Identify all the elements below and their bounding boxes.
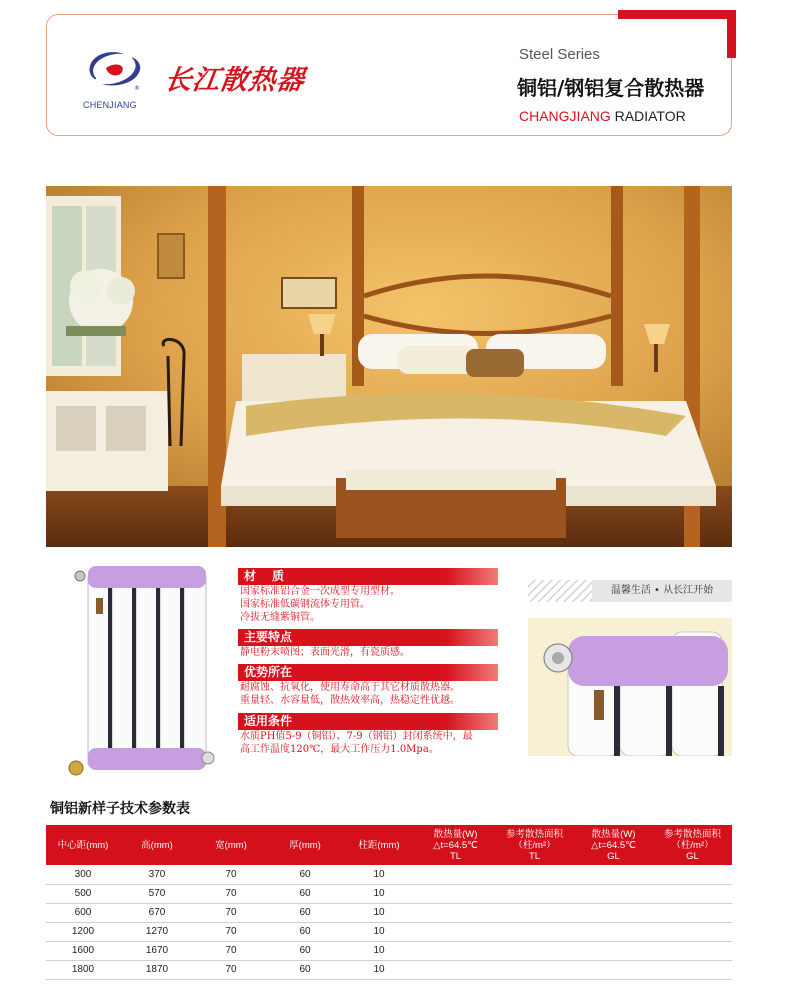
corner-accent [618,10,736,19]
col-header-heat-output-gl: 散热量(W) △t=64.5℃ GL [591,828,636,862]
logo-subtitle: CHENJIANG [83,100,137,110]
table-title: 铜铝新样子技术参数表 [50,801,190,817]
radiator-closeup-icon [528,618,732,756]
corner-accent-vertical [727,10,736,58]
col-header-center-distance: 中心距(mm) [57,839,109,851]
svg-text:®: ® [134,85,140,92]
table-row: 1800 1870 70 60 10 [46,960,732,979]
spec-line: 高工作温度120℃，最大工作压力1.0Mpa。 [240,744,439,755]
col-header-area-tl: 参考散热面积 （柱/m²） TL [505,828,563,862]
table-row: 1200 1270 70 60 10 [46,922,732,941]
table-header-row [46,825,732,865]
spec-advantages [238,664,498,707]
bedroom-photo [46,186,732,547]
spec-line: 耐腐蚀、抗氧化，使用寿命高于其它材质散热器。 [240,682,460,693]
spec-features [238,629,498,659]
col-header-area-gl: 参考散热面积 （柱/m²） GL [663,828,721,862]
spec-line: 冷拔无缝紫铜管。 [240,612,320,623]
brand-name-en [519,108,686,124]
brand-name-en-rest: RADIATOR [610,108,686,124]
table-row: 1600 1670 70 60 10 [46,941,732,960]
spec-line: 水质PH值5-9（铜铝）、7-9（钢铝）封闭系统中，最 [240,731,473,742]
parameter-table [46,825,732,980]
table-row: 500 570 70 60 10 [46,884,732,903]
col-header-height: 高(mm) [141,839,173,851]
table-row: 600 670 70 60 10 [46,903,732,922]
spec-material [238,568,498,624]
spec-heading-material: 材 质 [238,568,498,585]
table-row: 300 370 70 60 10 [46,865,732,884]
spec-conditions [238,713,498,756]
spec-heading-conditions: 适用条件 [238,713,498,730]
spec-heading-advantages: 优势所在 [238,664,498,681]
brand-name-cn: 长江散热器 [162,65,307,96]
col-header-heat-output-tl: 散热量(W) △t=64.5℃ TL [433,828,478,862]
series-label-en: Steel Series [519,46,600,63]
spec-line: 静电粉末喷图；表面光滑，有瓷质感。 [240,647,410,658]
spec-line: 重量轻、水容量低，散热效率高，热稳定性优越。 [240,695,460,706]
series-title-cn: 铜铝/钢铝复合散热器 [517,76,705,100]
radiator-product-icon [58,558,216,783]
spec-heading-features: 主要特点 [238,629,498,646]
col-header-width: 宽(mm) [215,839,247,851]
spec-line: 国家标准低碳钢流体专用管。 [240,599,370,610]
spec-line: 国家标准铝合金一次成型专用型材。 [240,586,400,597]
col-header-column-pitch: 柱距(mm) [358,839,400,851]
slogan-bar [528,580,732,602]
brand-name-en-highlight: CHANGJIANG [519,108,611,124]
slogan-text: 温馨生活 • 从长江开始 [592,580,732,602]
radiator-closeup-photo [528,618,732,756]
col-header-thickness: 厚(mm) [289,839,321,851]
bedroom-illustration [46,186,732,547]
brand-logo-icon [84,38,144,98]
